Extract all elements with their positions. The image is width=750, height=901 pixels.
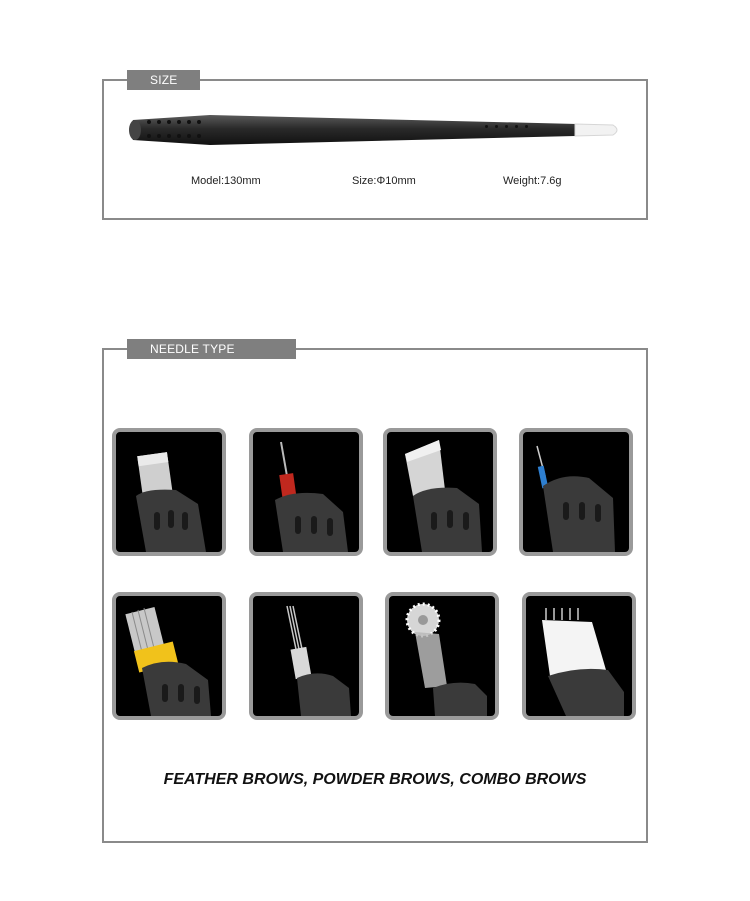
needle-type-tab-label: NEEDLE TYPE bbox=[127, 339, 296, 359]
size-spec: Size:Φ10mm bbox=[352, 175, 416, 187]
roller-needle-icon bbox=[385, 592, 499, 720]
yellow-round-needle-icon bbox=[112, 592, 226, 720]
single-pin-needle-icon bbox=[249, 592, 363, 720]
needle-use-caption: FEATHER BROWS, POWDER BROWS, COMBO BROWS bbox=[163, 771, 587, 788]
model-spec: Model:130mm bbox=[191, 175, 261, 187]
size-tab-label: SIZE bbox=[127, 70, 200, 90]
microblading-pen-image bbox=[125, 112, 625, 152]
flat-blade-needle-icon bbox=[112, 428, 226, 556]
blue-fine-needle-icon bbox=[519, 428, 633, 556]
white-cap-needle-icon bbox=[522, 592, 636, 720]
weight-spec: Weight:7.6g bbox=[503, 175, 562, 187]
sloped-blade-needle-icon bbox=[383, 428, 497, 556]
red-single-needle-icon bbox=[249, 428, 363, 556]
